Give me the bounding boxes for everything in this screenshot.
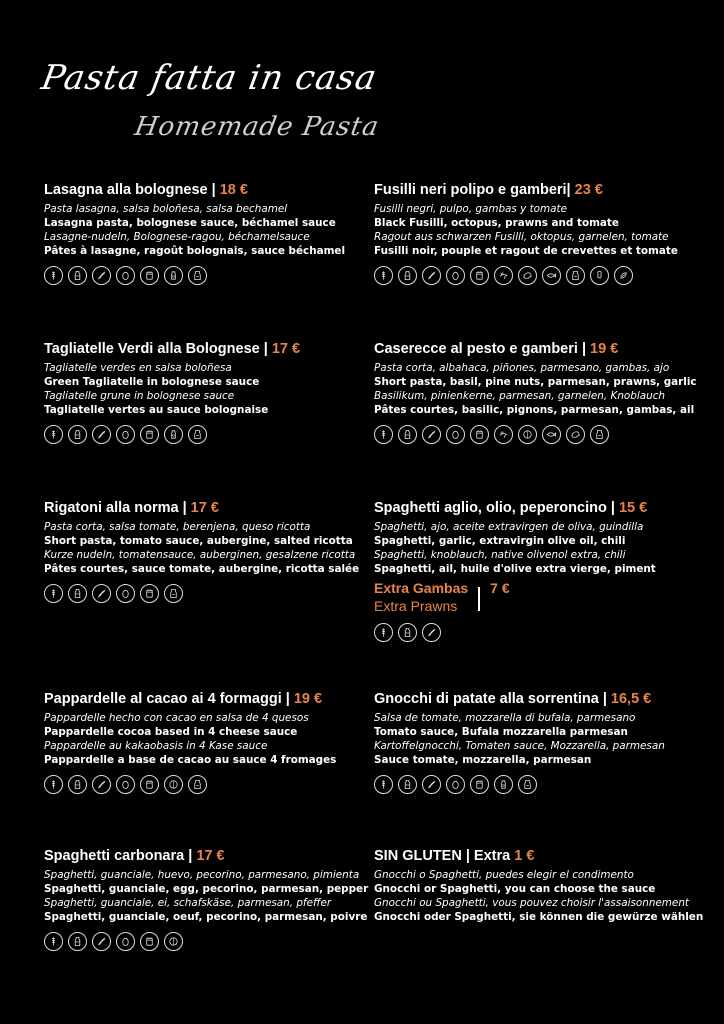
mustard-icon [494, 775, 513, 794]
dish-price: 23 € [574, 182, 603, 198]
menu-subtitle: Homemade Pasta [132, 112, 382, 142]
dairy-icon [140, 932, 159, 951]
extra-label-es: Extra Gambas [374, 580, 469, 596]
dish-price: 19 € [590, 341, 619, 357]
allergen-icons [374, 266, 704, 285]
desc-de: Spaghetti, guanciale, ei, schafskäse, parmesan, pfeffer [44, 897, 332, 909]
dish-price: 15 € [618, 500, 648, 516]
celery-icon [92, 266, 111, 285]
milk-icon [68, 266, 87, 285]
milk-icon [68, 584, 87, 603]
extra-price: 7 € [490, 580, 510, 596]
dish-rigatoni [44, 499, 374, 603]
desc-fr: Spaghetti, ail, huile d'olive extra vierge, piment [374, 563, 656, 575]
sulphites-icon [566, 266, 585, 285]
sulphites-icon [164, 584, 183, 603]
egg-icon [116, 775, 135, 794]
dish-carbonara [44, 847, 374, 951]
desc-es: Pasta corta, albahaca, piñones, parmesano, gambas, ajo [374, 362, 670, 374]
egg-icon [116, 584, 135, 603]
dish-price: 16,5 € [610, 691, 652, 707]
nuts-icon [164, 775, 183, 794]
desc-fr: Gnocchi oder Spaghetti, sie können die gewürze wählen [374, 911, 704, 923]
desc-de: Pappardelle au kakaobasis in 4 Kase sauce [44, 740, 268, 752]
dish-price: 17 € [271, 341, 301, 357]
egg-icon [116, 266, 135, 285]
gluten-icon [374, 623, 393, 642]
desc-es: Gnocchi o Spaghetti, puedes elegir el condimento [374, 869, 634, 881]
dish-caserecce [374, 340, 704, 444]
extra-option [374, 579, 704, 615]
desc-de: Kartoffelgnocchi, Tomaten sauce, Mozzarella, parmesan [374, 740, 665, 752]
dish-price: 17 € [190, 500, 219, 516]
sulphites-icon [188, 266, 207, 285]
desc-en: Pappardelle cocoa based in 4 cheese sauce [44, 726, 298, 738]
peanut-icon [590, 266, 609, 285]
gluten-icon [44, 775, 63, 794]
milk-icon [68, 932, 87, 951]
dairy-icon [140, 584, 159, 603]
dish-fusilli-neri [374, 181, 704, 285]
desc-en: Tomato sauce, Bufala mozzarella parmesan [374, 726, 628, 738]
desc-de: Basilikum, pinienkerne, parmesan, garnelen, Knoblauch [374, 390, 665, 402]
desc-en: Short pasta, tomato sauce, aubergine, salted ricotta [44, 535, 353, 547]
gluten-icon [44, 584, 63, 603]
allergen-icons [44, 266, 374, 285]
soy-icon [614, 266, 633, 285]
desc-en: Gnocchi or Spaghetti, you can choose the sauce [374, 883, 656, 895]
desc-fr: Pappardelle a base de cacao au sauce 4 fromages [44, 754, 337, 766]
mollusc-icon [566, 425, 585, 444]
allergen-icons [374, 775, 704, 794]
dairy-icon [140, 425, 159, 444]
menu-title: Pasta fatta in casa [38, 58, 381, 98]
desc-de: Tagliatelle grune in bolognese sauce [44, 390, 235, 402]
dairy-icon [470, 775, 489, 794]
milk-icon [68, 775, 87, 794]
sulphites-icon [188, 775, 207, 794]
desc-fr: Pâtes à lasagne, ragoût bolognais, sauce béchamel [44, 245, 346, 257]
dish-title: Gnocchi di patate alla sorrentina | 16,5 € [374, 691, 652, 707]
gluten-icon [44, 932, 63, 951]
desc-de: Gnocchi ou Spaghetti, vous pouvez choisir l'assaisonnement [374, 897, 689, 909]
milk-icon [398, 623, 417, 642]
desc-en: Lasagna pasta, bolognese sauce, béchamel sauce [44, 217, 336, 229]
allergen-icons [44, 425, 374, 444]
desc-de: Lasagne-nudeln, Bolognese-ragou, béchamelsauce [44, 231, 310, 243]
dish-lasagna [44, 181, 374, 285]
mustard-icon [164, 425, 183, 444]
desc-de: Spaghetti, knoblauch, native olivenol extra, chili [374, 549, 626, 561]
desc-fr: Pâtes courtes, sauce tomate, aubergine, ricotta salée [44, 563, 360, 575]
dish-gnocchi [374, 690, 704, 794]
desc-fr: Sauce tomate, mozzarella, parmesan [374, 754, 592, 766]
allergen-icons [44, 932, 374, 951]
celery-icon [92, 425, 111, 444]
sulphites-icon [188, 425, 207, 444]
celery-icon [422, 266, 441, 285]
celery-icon [422, 623, 441, 642]
crustacean-icon [494, 266, 513, 285]
milk-icon [398, 775, 417, 794]
desc-es: Pasta corta, salsa tomate, berenjena, queso ricotta [44, 521, 311, 533]
sulphites-icon [518, 775, 537, 794]
allergen-icons [44, 775, 374, 794]
dish-title: Caserecce al pesto e gamberi | 19 € [374, 341, 619, 357]
celery-icon [422, 425, 441, 444]
desc-fr: Spaghetti, guanciale, oeuf, pecorino, parmesan, poivre [44, 911, 368, 923]
mustard-icon [164, 266, 183, 285]
dairy-icon [470, 425, 489, 444]
egg-icon [446, 425, 465, 444]
dairy-icon [470, 266, 489, 285]
egg-icon [446, 775, 465, 794]
sulphites-icon [590, 425, 609, 444]
milk-icon [398, 425, 417, 444]
milk-icon [398, 266, 417, 285]
celery-icon [92, 584, 111, 603]
dish-spaghetti-aglio [374, 499, 704, 642]
dairy-icon [140, 266, 159, 285]
celery-icon [92, 775, 111, 794]
allergen-icons [374, 623, 704, 642]
gluten-icon [374, 266, 393, 285]
desc-en: Spaghetti, garlic, extravirgin olive oil, chili [374, 535, 626, 547]
desc-es: Pappardelle hecho con cacao en salsa de 4 quesos [44, 712, 309, 724]
desc-fr: Tagliatelle vertes au sauce bolognaise [44, 404, 269, 416]
gluten-icon [44, 425, 63, 444]
desc-es: Tagliatelle verdes en salsa boloñesa [44, 362, 232, 374]
desc-de: Ragout aus schwarzen Fusilli, oktopus, garnelen, tomate [374, 231, 669, 243]
dish-price: 18 € [219, 182, 248, 198]
dish-price: 1 € [514, 848, 535, 864]
desc-es: Fusilli negri, pulpo, gambas y tomate [374, 203, 567, 215]
dish-pappardelle [44, 690, 374, 794]
nuts-icon [164, 932, 183, 951]
egg-icon [446, 266, 465, 285]
gluten-icon [374, 425, 393, 444]
desc-de: Kurze nudeln, tomatensauce, auberginen, gesalzene ricotta [44, 549, 356, 561]
milk-icon [68, 425, 87, 444]
dish-sin-gluten [374, 847, 704, 924]
dish-title: Tagliatelle Verdi alla Bolognese | 17 € [44, 341, 301, 357]
dish-title: SIN GLUTEN | Extra 1 € [374, 848, 535, 864]
desc-en: Black Fusilli, octopus, prawns and tomate [374, 217, 619, 229]
nuts-icon [518, 425, 537, 444]
desc-fr: Fusilli noir, pouple et ragout de crevettes et tomate [374, 245, 678, 257]
allergen-icons [374, 425, 704, 444]
dish-title: Spaghetti aglio, olio, peperoncino | 15 € [374, 500, 648, 516]
desc-es: Spaghetti, guanciale, huevo, pecorino, parmesano, pimienta [44, 869, 360, 881]
desc-en: Short pasta, basil, pine nuts, parmesan, prawns, garlic [374, 376, 697, 388]
desc-es: Pasta lasagna, salsa boloñesa, salsa bechamel [44, 203, 288, 215]
extra-divider [478, 587, 480, 611]
celery-icon [422, 775, 441, 794]
gluten-icon [44, 266, 63, 285]
dish-tagliatelle-verdi [44, 340, 374, 444]
desc-es: Spaghetti, ajo, aceite extravirgen de oliva, guindilla [374, 521, 644, 533]
desc-en: Spaghetti, guanciale, egg, pecorino, parmesan, pepper [44, 883, 369, 895]
dish-title: Rigatoni alla norma | 17 € [44, 500, 219, 516]
mollusc-icon [518, 266, 537, 285]
celery-icon [92, 932, 111, 951]
dish-price: 17 € [196, 848, 225, 864]
gluten-icon [374, 775, 393, 794]
egg-icon [116, 425, 135, 444]
allergen-icons [44, 584, 374, 603]
dish-title: Spaghetti carbonara | 17 € [44, 848, 225, 864]
desc-en: Green Tagliatelle in bolognese sauce [44, 376, 260, 388]
crustacean-icon [494, 425, 513, 444]
extra-label-en: Extra Prawns [374, 598, 458, 614]
egg-icon [116, 932, 135, 951]
dish-title: Fusilli neri polipo e gamberi| 23 € [374, 182, 603, 198]
dish-title: Pappardelle al cacao ai 4 formaggi | 19 € [44, 691, 323, 707]
fish-icon [542, 266, 561, 285]
dish-price: 19 € [293, 691, 323, 707]
desc-fr: Pâtes courtes, basilic, pignons, parmesan, gambas, ail [374, 404, 695, 416]
dish-title: Lasagna alla bolognese | 18 € [44, 182, 248, 198]
dairy-icon [140, 775, 159, 794]
fish-icon [542, 425, 561, 444]
desc-es: Salsa de tomate, mozzarella di bufala, parmesano [374, 712, 636, 724]
